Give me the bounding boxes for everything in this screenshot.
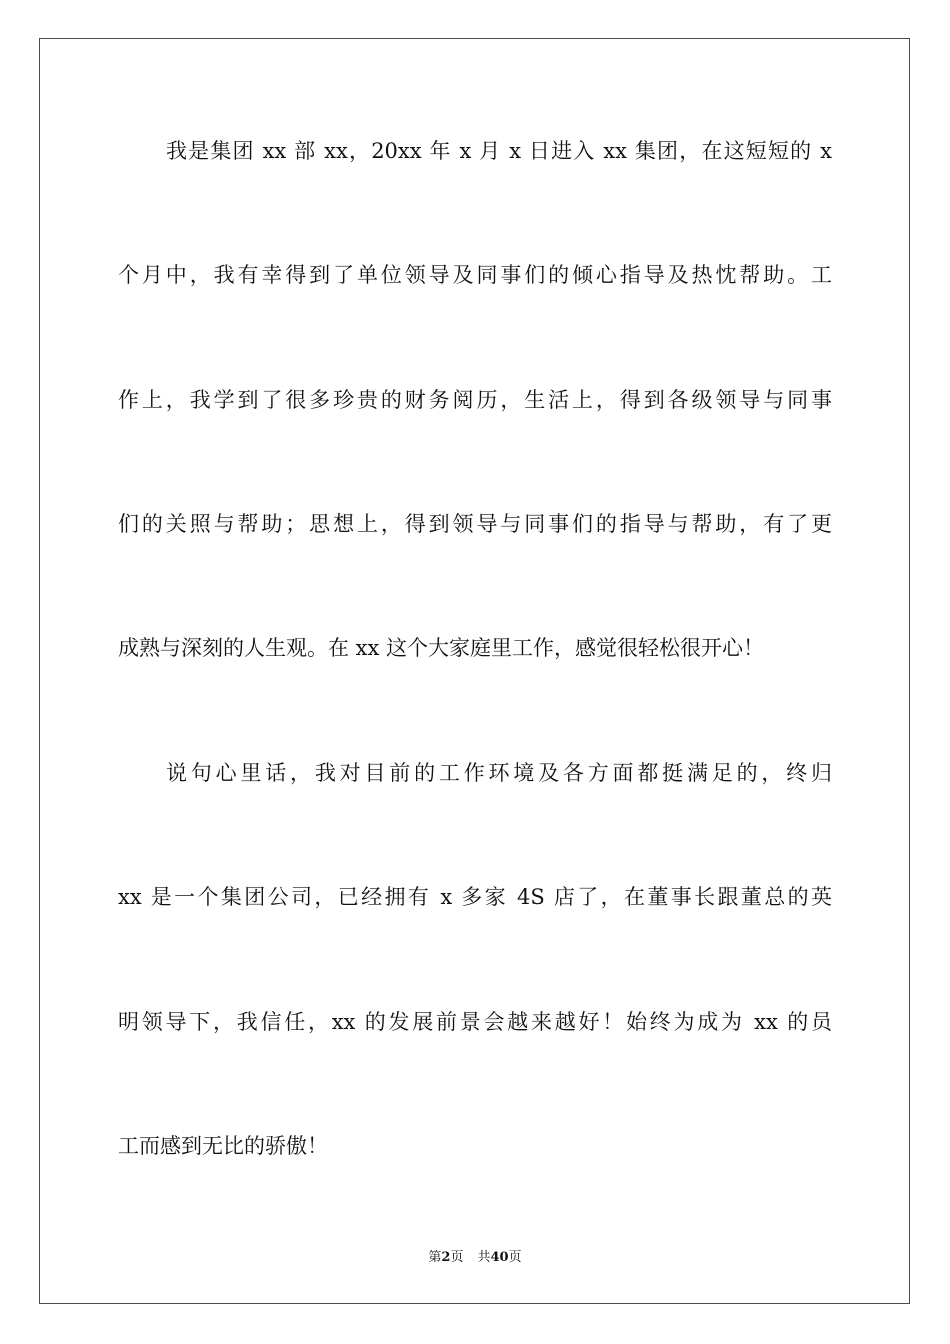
paragraph-2-line-2: xx 是一个集团公司，已经拥有 x 多家 4S 店了，在董事长跟董总的英 [118,885,832,909]
page-footer [0,1246,950,1265]
paragraph-1-line-2: 个月中，我有幸得到了单位领导及同事们的倾心指导及热忱帮助。工 [118,263,832,287]
page-unit: 页 [450,1250,464,1265]
total-prefix: 共 [477,1250,491,1265]
paragraph-1-line-5: 成熟与深刻的人生观。在 xx 这个大家庭里工作，感觉很轻松很开心！ [118,636,765,660]
paragraph-1-line-3: 作上，我学到了很多珍贵的财务阅历，生活上，得到各级领导与同事 [118,388,832,412]
page-prefix: 第 [428,1250,442,1265]
total-unit: 页 [508,1250,522,1265]
total-pages: 40 [490,1250,509,1265]
page-border [39,38,910,1304]
paragraph-1-line-4: 们的关照与帮助；思想上，得到领导与同事们的指导与帮助，有了更 [118,512,832,536]
paragraph-2-line-3: 明领导下，我信任，xx 的发展前景会越来越好！始终为成为 xx 的员 [118,1010,832,1034]
paragraph-2-line-4: 工而感到无比的骄傲！ [118,1134,328,1158]
page-number: 2 [441,1250,451,1265]
paragraph-1-line-1: 我是集团 xx 部 xx，20xx 年 x 月 x 日进入 xx 集团，在这短短的 x [166,139,832,163]
paragraph-2-line-1: 说句心里话，我对目前的工作环境及各方面都挺满足的，终归 [166,761,832,785]
